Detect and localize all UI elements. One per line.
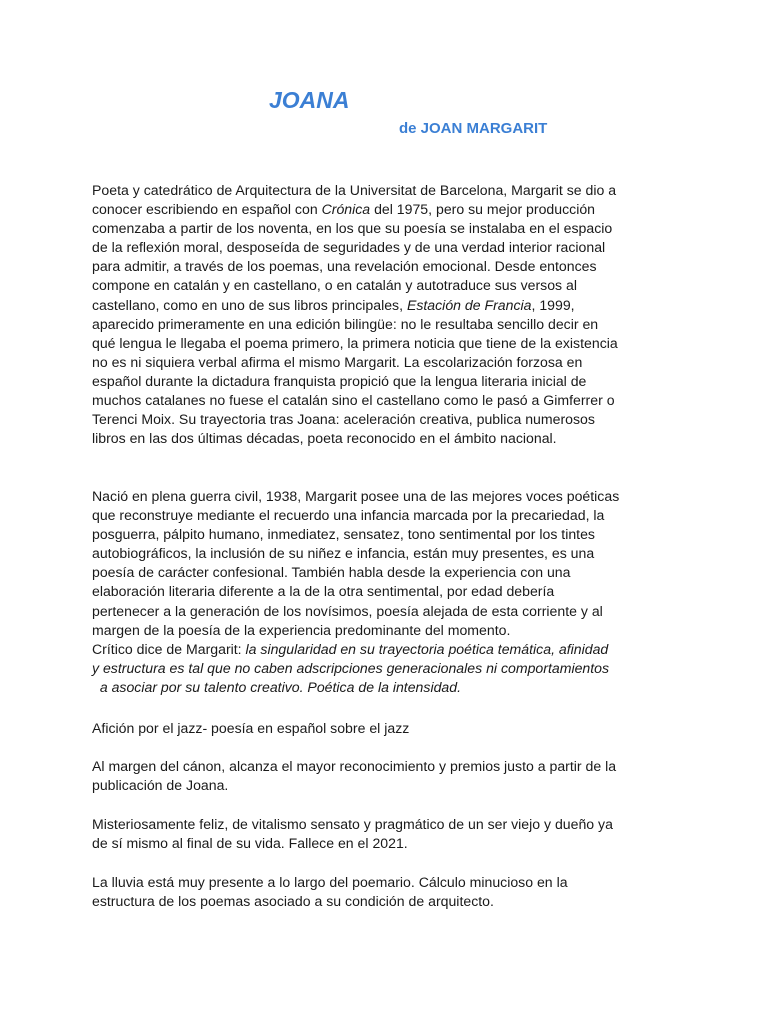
text-line: Terenci Moix. Su trayectoria tras Joana: aceleración creativa, publica numerosos (92, 411, 595, 428)
text-line: muchos catalanes no fuese el catalán sino el castellano como le pasó a Gimferrer o (92, 392, 615, 409)
text-line: que reconstruye mediante el recuerdo una infancia marcada por la precariedad, la (92, 507, 605, 524)
critic-quote: a asociar por su talento creativo. Poética de la intensidad. (92, 678, 462, 695)
text-line: elaboración literaria diferente a la de la otra sentimental, por edad debería (92, 583, 555, 600)
paragraph-biography (92, 181, 692, 448)
document-title: JOANA (269, 87, 350, 113)
text-line: libros en las dos últimas décadas, poeta reconocido en el ámbito nacional. (92, 430, 557, 447)
paragraph-recognition (92, 757, 692, 795)
text-line: posguerra, pálpito humano, inmediatez, sensatez, tono sentimental por los tintes (92, 526, 595, 543)
text-line: compone en catalán y en castellano, o en catalán y autotraduce sus versos al (92, 277, 577, 294)
text-line: conocer escribiendo en español con Crónica del 1975, pero su mejor producción (92, 201, 596, 218)
text-line: autobiográficos, la inclusión de su niñez e infancia, están muy presentes, es una (92, 545, 595, 562)
text-line: castellano, como en uno de sus libros principales, Estación de Francia, 1999, (92, 296, 575, 313)
text-line: Nació en plena guerra civil, 1938, Margarit posee una de las mejores voces poéticas (92, 488, 620, 504)
text-line: Poeta y catedrático de Arquitectura de la Universitat de Barcelona, Margarit se dio a (92, 182, 617, 198)
text-line: aparecido primeramente en una edición bilingüe: no le resultaba sencillo decir en (92, 315, 599, 332)
critic-quote-intro: Crítico dice de Margarit: (92, 640, 246, 657)
text-line: de la reflexión moral, desposeída de seguridades y de una verdad interior racional (92, 239, 606, 256)
paragraph-rain (92, 873, 692, 911)
text-line: margen de la poesía de la experiencia predominante del momento. (92, 621, 511, 638)
document-subtitle: de JOAN MARGARIT (399, 120, 548, 137)
book-title-estacion-de-francia: Estación de Francia (406, 296, 532, 313)
text-line: estructura de los poemas asociado a su condición de arquitecto. (92, 893, 494, 910)
text-line: comenzaba a partir de los noventa, en los que su poesía se instalaba en el espacio (92, 220, 613, 237)
text-line: de sí mismo al final de su vida. Fallece en el 2021. (92, 835, 408, 852)
text-line: español durante la dictadura franquista propició que la lengua literaria inicial de (92, 372, 587, 389)
text-line: para admitir, a través de los poemas, una revelación emocional. Desde entonces (92, 258, 597, 275)
text-line: publicación de Joana. (92, 777, 229, 794)
paragraph-poetics (92, 487, 692, 697)
text-line: Misteriosamente feliz, de vitalismo sensato y pragmático de un ser viejo y dueño ya (92, 816, 613, 832)
book-title-cronica: Crónica (321, 201, 371, 218)
paragraph-jazz (92, 719, 692, 738)
text-line: no es ni siquiera verbal afirma el mismo Margarit. La escolarización forzosa en (92, 353, 583, 370)
paragraph-vitalism (92, 815, 692, 853)
text-line: qué lengua le llegaba el poema primero, la primera noticia que tiene de la existencia (92, 334, 618, 351)
text-line: La lluvia está muy presente a lo largo del poemario. Cálculo minucioso en la (92, 874, 568, 890)
text-line: pertenecer a la generación de los novísimos, poesía alejada de esta corriente y al (92, 602, 603, 619)
text-line: Afición por el jazz- poesía en español sobre el jazz (92, 720, 410, 736)
text-line: poesía de carácter confesional. También habla desde la experiencia con una (92, 564, 571, 581)
critic-quote: y estructura es tal que no caben adscripciones generacionales ni comportamientos (92, 659, 610, 676)
critic-quote: la singularidad en su trayectoria poética temática, afinidad (245, 640, 609, 657)
critic-quote-line (92, 640, 692, 659)
text-line: Al margen del cánon, alcanza el mayor reconocimiento y premios justo a partir de la (92, 758, 617, 774)
